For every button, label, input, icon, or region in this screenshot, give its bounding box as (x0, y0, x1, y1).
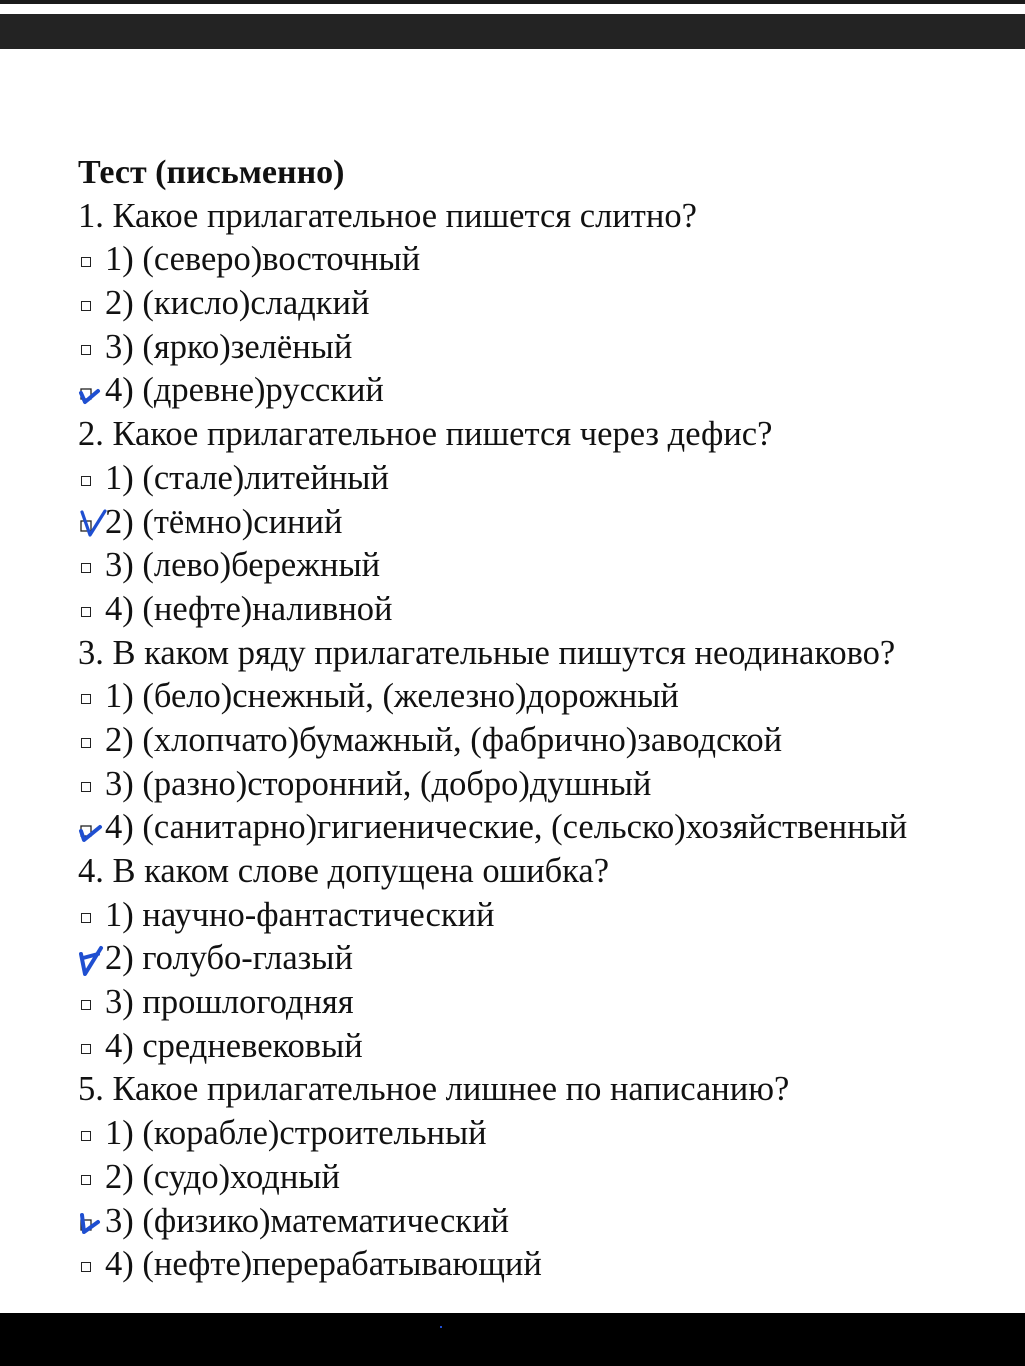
option-label: 2) (тёмно)синий (105, 502, 343, 541)
answer-option[interactable] (78, 1243, 1008, 1287)
answer-option[interactable] (78, 544, 1008, 588)
question-text: 2. Какое прилагательное пишется через дефис? (78, 415, 773, 454)
answer-option[interactable] (78, 1156, 1008, 1200)
answer-option[interactable] (78, 1200, 1008, 1244)
handwritten-check-icon (78, 1207, 108, 1239)
question-text: 3. В каком ряду прилагательные пишутся неодинаково? (78, 633, 896, 672)
handwritten-check-icon (78, 376, 108, 408)
checkbox-icon[interactable] (81, 563, 91, 573)
checkbox-icon[interactable] (81, 1262, 91, 1272)
option-label: 3) (лево)бережный (105, 546, 381, 585)
answer-option[interactable] (78, 806, 1008, 850)
option-label: 4) (нефте)перерабатывающий (105, 1245, 542, 1284)
answer-option[interactable] (78, 457, 1008, 501)
answer-option[interactable] (78, 1112, 1008, 1156)
checkbox-icon[interactable] (81, 1175, 91, 1185)
option-label: 3) (физико)математический (105, 1201, 509, 1240)
test-title: Тест (письменно) (78, 154, 345, 191)
option-label: 4) (санитарно)гигиенические, (сельско)хозяйственный (105, 808, 908, 847)
top-bar (0, 14, 1025, 49)
answer-option[interactable] (78, 282, 1008, 326)
answer-option[interactable] (78, 238, 1008, 282)
checkbox-icon[interactable] (81, 257, 91, 267)
checkbox-icon[interactable] (81, 738, 91, 748)
answer-option[interactable] (78, 981, 1008, 1025)
checkbox-icon[interactable] (81, 782, 91, 792)
checkbox-icon[interactable] (81, 476, 91, 486)
checkbox-icon[interactable] (81, 607, 91, 617)
option-label: 4) (нефте)наливной (105, 589, 393, 628)
question-text: 5. Какое прилагательное лишнее по написанию? (78, 1070, 790, 1109)
checkbox-icon[interactable] (81, 913, 91, 923)
answer-option[interactable] (78, 719, 1008, 763)
option-label: 1) научно-фантастический (105, 895, 495, 934)
page-indicator-dot (440, 1326, 442, 1328)
option-label: 2) голубо-глазый (105, 939, 353, 978)
option-label: 2) (хлопчато)бумажный, (фабрично)заводской (105, 720, 783, 759)
option-label: 4) (древне)русский (105, 371, 384, 410)
answer-option[interactable] (78, 588, 1008, 632)
option-label: 3) (ярко)зелёный (105, 327, 353, 366)
option-label: 1) (северо)восточный (105, 240, 421, 279)
option-label: 1) (бело)снежный, (железно)дорожный (105, 677, 679, 716)
option-label: 1) (стале)литейный (105, 458, 389, 497)
test-content (78, 151, 1008, 1287)
checkbox-icon[interactable] (81, 301, 91, 311)
checkbox-icon[interactable] (81, 345, 91, 355)
option-label: 3) (разно)сторонний, (добро)душный (105, 764, 652, 803)
checkbox-icon[interactable] (81, 694, 91, 704)
answer-option[interactable] (78, 369, 1008, 413)
answer-option[interactable] (78, 1025, 1008, 1069)
handwritten-check-icon (78, 508, 108, 540)
answer-option[interactable] (78, 501, 1008, 545)
checkbox-icon[interactable] (81, 1000, 91, 1010)
handwritten-check-icon (78, 813, 108, 845)
handwritten-check-icon (78, 944, 108, 976)
answer-option[interactable] (78, 763, 1008, 807)
option-label: 2) (кисло)сладкий (105, 284, 370, 323)
checkbox-icon[interactable] (81, 1131, 91, 1141)
option-label: 4) средневековый (105, 1026, 363, 1065)
answer-option[interactable] (78, 326, 1008, 370)
question-text: 4. В каком слове допущена ошибка? (78, 852, 610, 890)
bottom-bar (0, 1313, 1025, 1366)
option-label: 3) прошлогодняя (105, 983, 354, 1022)
answer-option[interactable] (78, 894, 1008, 938)
option-label: 2) (судо)ходный (105, 1157, 340, 1196)
question-text: 1. Какое прилагательное пишется слитно? (78, 196, 697, 235)
answer-option[interactable] (78, 675, 1008, 719)
option-label: 1) (корабле)строительный (105, 1114, 487, 1153)
top-edge-line (0, 0, 1025, 4)
checkbox-icon[interactable] (81, 1044, 91, 1054)
answer-option[interactable] (78, 937, 1008, 981)
